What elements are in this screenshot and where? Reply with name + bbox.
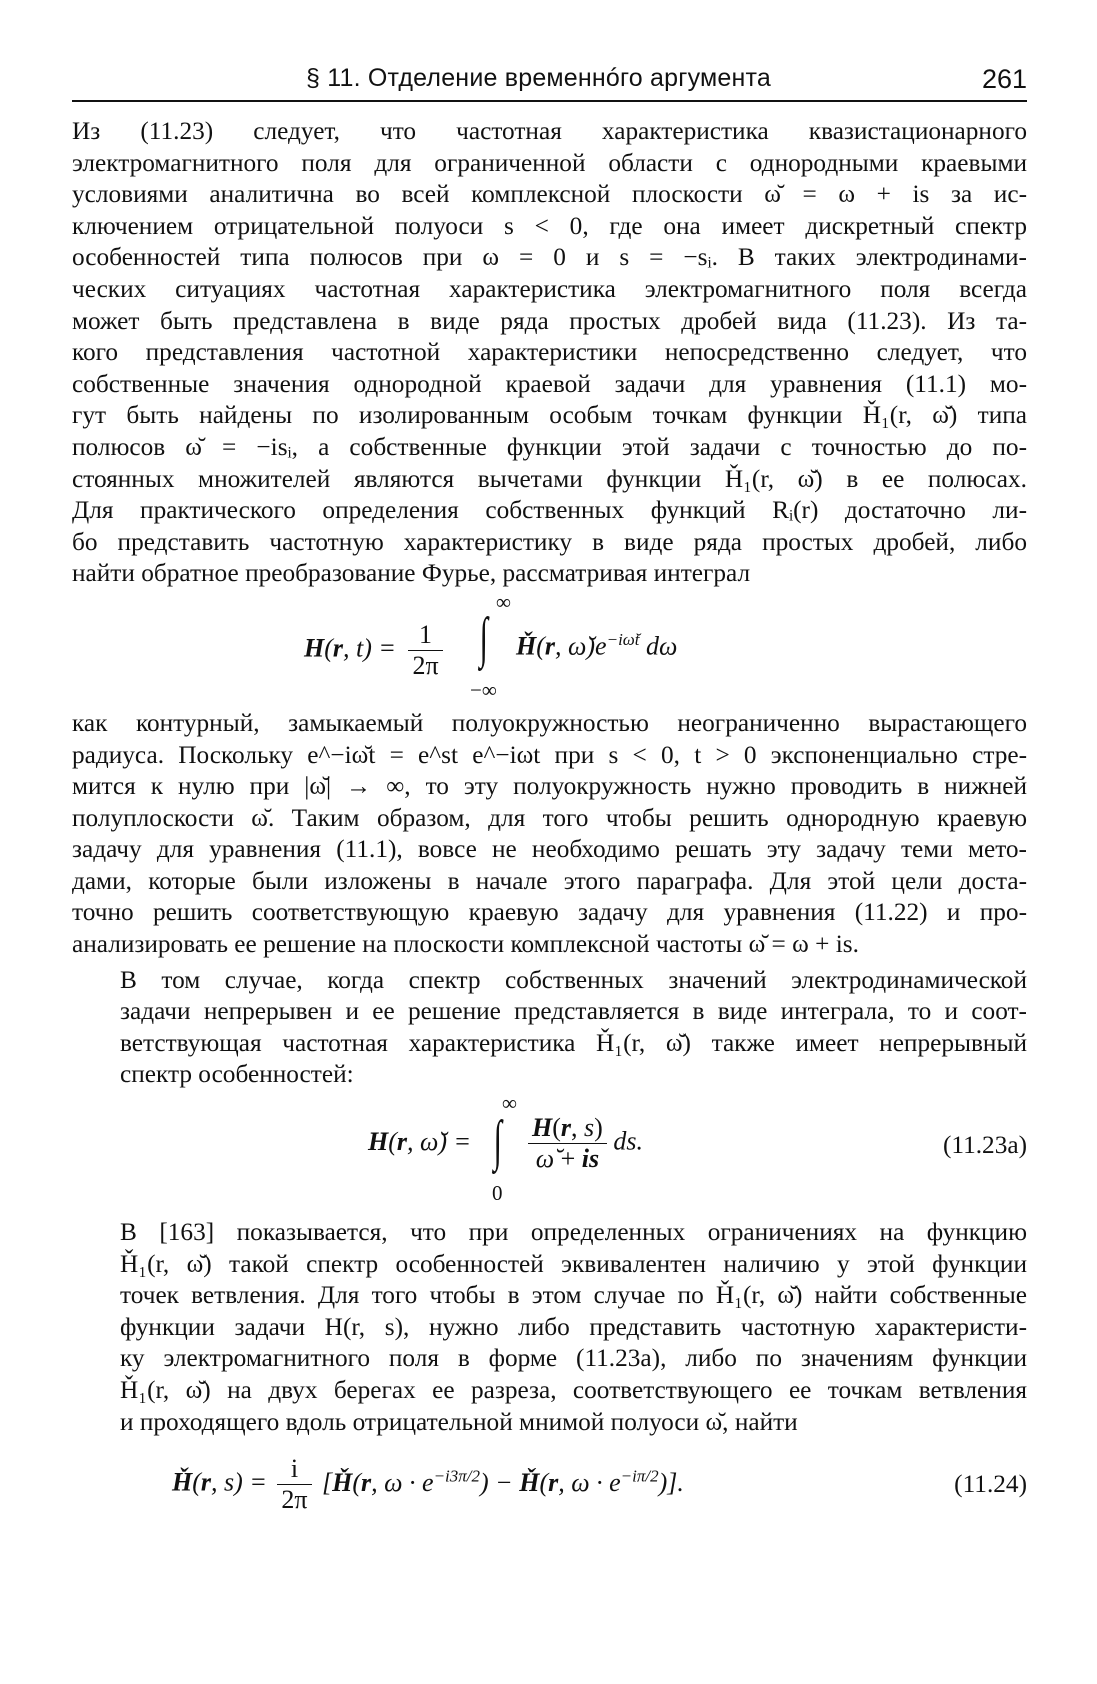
text-line: ку электромагнитного поля в форме (11.23a), либо по значениям функции: [120, 1344, 1027, 1373]
paragraph-4: [72, 1217, 1027, 1438]
text-line: точно решить соответствующую краевую задачу для уравнения (11.22) и про-: [72, 898, 1027, 927]
text-line: особенностей типа полюсов при ω = 0 и s = −sᵢ. В таких электродинами-: [72, 243, 1027, 272]
eq2-frac-num: H(r, s): [528, 1113, 607, 1144]
text-line: Из (11.23) следует, что частотная характеристика квазистационарного: [72, 117, 1027, 145]
text-line: ключением отрицательной полуоси s < 0, где она имеет дискретный спектр: [72, 211, 1027, 240]
text-line: полюсов ω̆ = −isᵢ, а собственные функции этой задачи с точностью до по-: [72, 432, 1027, 461]
text-line: бо представить частотную характеристику в виде ряда простых дробей, либо: [72, 527, 1027, 556]
paragraph-2: [72, 708, 1027, 961]
text-line: задачи непрерывен и ее решение представляется в виде интеграла, то и соот-: [120, 997, 1027, 1026]
page-number: 261: [981, 64, 1027, 94]
text-line: радиуса. Поскольку e^−iω̆t = e^st e^−iωt при s < 0, t > 0 экспоненциально стре-: [72, 740, 1027, 769]
paragraph-3: [72, 965, 1027, 1091]
eq3-lhs: Ȟ(r, s) =: [172, 1467, 267, 1497]
text-line: электромагнитного поля для ограниченной области с однородными краевыми: [72, 148, 1027, 177]
text-line: Ȟ₁(r, ω̆) такой спектр особенностей эквивалентен наличию у этой функции: [120, 1249, 1027, 1278]
eq3-frac-den: 2π: [281, 1485, 308, 1515]
eq3-number: (11.24): [954, 1470, 1027, 1499]
text-line: точек ветвления. Для того чтобы в этом случае по Ȟ₁(r, ω̆) найти собственные: [120, 1281, 1027, 1310]
equation-11-24: [72, 1438, 1027, 1522]
eq2-upper-limit: ∞: [502, 1091, 517, 1116]
text-line: функции задачи H(r, s), нужно либо представить частотную характеристи-: [120, 1312, 1027, 1341]
text-line: спектр особенностей:: [120, 1060, 354, 1089]
eq2-lhs: H(r, ω̆) =: [368, 1127, 472, 1157]
text-line: найти обратное преобразование Фурье, рассматривая интеграл: [72, 559, 751, 588]
eq1-integrand: Ȟ(r, $\omegă)e^{-i\omegăt}$ dω: [516, 629, 678, 661]
text-line: мится к нулю при |ω̆| → ∞, то эту полуокружность нужно проводить в нижней: [72, 772, 1027, 801]
text-line: может быть представлена в виде ряда простых дробей вида (11.23). Из та-: [72, 306, 1027, 335]
eq3-rhs: [Ȟ(r, $\omega \cdot e^{-i3\pi/2}$) − Ȟ(r, $\omega \cdot e^{-i\pi/2}$)].: [322, 1466, 684, 1497]
eq2-frac-den: ω̆ + is: [535, 1144, 600, 1174]
eq3-frac-num: i: [277, 1454, 311, 1485]
text-line: Ȟ₁(r, ω̆) на двух берегах ее разреза, соответствующего ее точкам ветвления: [120, 1376, 1027, 1404]
eq1-exponent: −iω̆t: [606, 629, 640, 649]
text-line: гут быть найдены по изолированным особым точкам функции Ȟ₁(r, ω̆) типа: [72, 401, 1027, 430]
text-line: полуплоскости ω̆. Таким образом, для того чтобы решить однородную краевую: [72, 803, 1027, 832]
eq2-number: (11.23a): [942, 1131, 1027, 1160]
text-line: дами, которые были изложены в начале этого параграфа. Для этой цели доста-: [72, 866, 1027, 895]
text-line: В том случае, когда спектр собственных значений электродинамической: [120, 965, 1027, 994]
text-line: ческих ситуациях частотная характеристика электромагнитного поля всегда: [72, 274, 1027, 303]
page: [72, 56, 1027, 1522]
equation-fourier-integral: [72, 590, 1027, 708]
integral-sign: ∫: [479, 606, 488, 669]
eq2-lower-limit: 0: [492, 1181, 503, 1206]
text-line: задачу для уравнения (11.1), вовсе не необходимо решать эту задачу теми мето-: [72, 835, 1027, 864]
eq2-tail: ds.: [613, 1126, 643, 1156]
eq3-fraction: [277, 1454, 311, 1515]
text-line: Для практического определения собственных функций Rᵢ(r) достаточно ли-: [72, 496, 1027, 525]
text-line: кого представления частотной характеристики непосредственно следует, что: [72, 338, 1027, 367]
eq1-lhs: H(r, t) =: [304, 633, 396, 663]
running-head: § 11. Отделение временнóго аргумента: [306, 64, 771, 92]
text-line: В [163] показывается, что при определенных ограничениях на функцию: [120, 1218, 1027, 1247]
text-line: ветствующая частотная характеристика Ȟ₁(r, ω̆) также имеет непрерывный: [120, 1028, 1027, 1057]
text-line: как контурный, замыкаемый полуокружностью неограниченно вырастающего: [72, 708, 1027, 737]
text-line: собственные значения однородной краевой задачи для уравнения (11.1) мо-: [72, 369, 1027, 398]
eq1-lower-limit: −∞: [470, 677, 497, 702]
integral-sign: ∫: [493, 1110, 502, 1173]
page-header: [72, 56, 1027, 102]
eq2-fraction: [528, 1113, 607, 1174]
paragraph-1: [72, 116, 1027, 590]
eq1-frac-num: 1: [408, 620, 442, 651]
eq1-frac-den: 2π: [412, 650, 439, 680]
text-line: условиями аналитична во всей комплексной плоскости ω̆ = ω + is за ис-: [72, 180, 1027, 209]
eq1-upper-limit: ∞: [496, 589, 511, 614]
text-line: стоянных множителей являются вычетами функции Ȟ₁(r, ω̆) в ее полюсах.: [72, 464, 1027, 493]
text-line: анализировать ее решение на плоскости комплексной частоты ω̆ = ω + is.: [72, 930, 859, 959]
equation-11-23a: [72, 1091, 1027, 1209]
eq1-fraction: [408, 620, 442, 681]
text-line: и проходящего вдоль отрицательной мнимой полуоси ω̆, найти: [120, 1407, 798, 1436]
